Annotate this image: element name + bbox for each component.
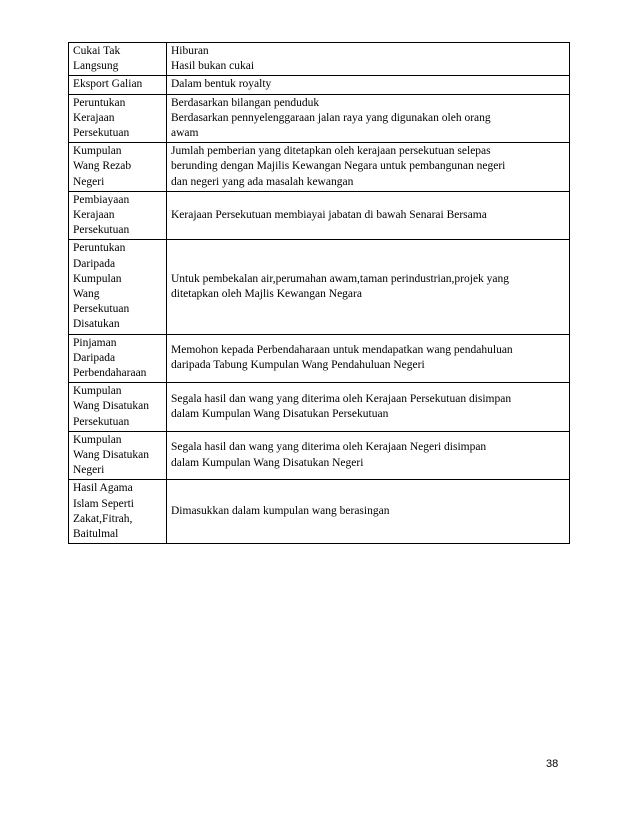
table-row [69,383,570,432]
term-line: Hasil Agama [73,482,133,495]
description-line: Hiburan [171,45,209,57]
term-line: Negeri [73,175,105,188]
term-line: Peruntukan [73,96,126,109]
description-cell [167,43,570,76]
term-cell [69,240,167,334]
description-cell [167,94,570,143]
term-line: Persekutuan [73,303,130,316]
term-line: Pembiayaan [73,193,130,206]
table-row [69,334,570,383]
term-line: Kerajaan [73,111,115,124]
description-line: dalam Kumpulan Wang Disatukan Negeri [171,456,364,469]
term-line: Persekutuan [73,127,130,140]
page-number: 38 [546,758,559,770]
term-line: Pinjaman [73,336,117,349]
table-row [69,94,570,143]
description-line: Segala hasil dan wang yang diterima oleh Kerajaan Persekutuan disimpan [171,392,512,405]
description-line: Dimasukkan dalam kumpulan wang berasingan [171,505,390,518]
term-line: Langsung [73,60,119,73]
description-line: Segala hasil dan wang yang diterima oleh Kerajaan Negeri disimpan [171,441,487,454]
description-cell [167,334,570,383]
description-cell [167,383,570,432]
description-line: daripada Tabung Kumpulan Wang Pendahuluan Negeri [171,359,425,372]
table-row [69,76,570,94]
term-line: Zakat,Fitrah, [73,512,133,525]
description-line: Jumlah pemberian yang ditetapkan oleh kerajaan persekutuan selepas [171,145,491,158]
table-row [69,240,570,334]
table-row [69,191,570,240]
description-line: Memohon kepada Perbendaharaan untuk mendapatkan wang pendahuluan [171,344,513,357]
term-line: Peruntukan [73,242,126,255]
table-row [69,143,570,192]
description-line: Berdasarkan pennyelenggaraan jalan raya yang digunakan oleh orang [171,111,491,124]
term-line: Wang [73,288,100,301]
table-row [69,431,570,480]
description-line: Hasil bukan cukai [171,60,255,73]
description-cell [167,480,570,544]
description-cell [167,76,570,94]
term-line: Kumpulan [73,145,122,158]
description-cell [167,191,570,240]
table-row [69,43,570,76]
term-cell [69,480,167,544]
table-body [69,43,570,544]
term-line: Persekutuan [73,224,130,237]
term-line: Negeri [73,464,105,477]
table-row [69,480,570,544]
term-line: Wang Disatukan [73,400,150,413]
description-line: Untuk pembekalan air,perumahan awam,taman perindustrian,projek yang [171,272,510,285]
term-cell [69,43,167,76]
term-line: Kumpulan [73,433,122,446]
description-line: dalam Kumpulan Wang Disatukan Persekutuan [171,408,389,421]
description-cell [167,240,570,334]
description-line: Berdasarkan bilangan penduduk [171,96,320,109]
term-cell [69,383,167,432]
term-cell [69,76,167,94]
term-line: Kumpulan [73,385,122,398]
term-cell [69,431,167,480]
term-line: Disatukan [73,318,120,331]
description-line: dan negeri yang ada masalah kewangan [171,175,354,188]
term-cell [69,94,167,143]
description-line: Dalam bentuk royalty [171,78,272,91]
description-cell [167,143,570,192]
term-line: Wang Disatukan [73,449,150,462]
term-line: Baitulmal [73,528,119,541]
term-line: Daripada [73,351,116,364]
term-line: Perbendaharaan [73,367,147,380]
term-line: Persekutuan [73,415,130,428]
term-line: Islam Seperti [73,497,134,510]
term-line: Kerajaan [73,209,115,222]
description-line: Kerajaan Persekutuan membiayai jabatan di bawah Senarai Bersama [171,209,487,222]
term-cell [69,334,167,383]
description-line: berunding dengan Majilis Kewangan Negara untuk pembangunan negeri [171,160,506,173]
revenue-table [68,42,570,544]
term-line: Kumpulan [73,272,122,285]
term-line: Cukai Tak [73,45,121,57]
term-line: Daripada [73,257,116,270]
term-line: Wang Rezab [73,160,132,173]
description-line: awam [171,127,199,140]
description-cell [167,431,570,480]
term-line: Eksport Galian [73,78,143,91]
description-line: ditetapkan oleh Majlis Kewangan Negara [171,288,362,301]
term-cell [69,191,167,240]
term-cell [69,143,167,192]
